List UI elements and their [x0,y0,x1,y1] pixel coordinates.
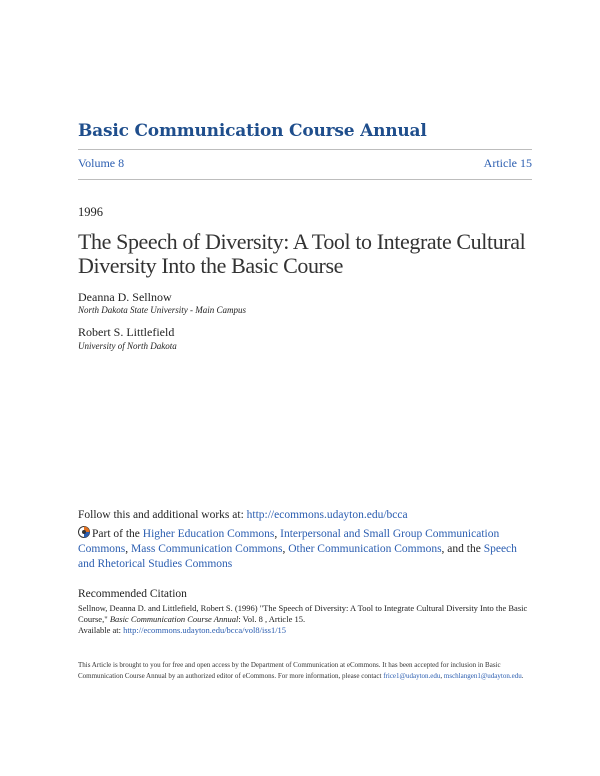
journal-title[interactable]: Basic Communication Course Annual [78,121,427,141]
contact-email-link[interactable]: frice1@udayton.edu [383,672,441,680]
separator: , [125,543,132,555]
commons-link-other-communication[interactable]: Other Communication Commons [288,543,442,555]
network-icon [78,526,90,538]
citation-text [78,603,528,636]
part-of-commons [78,526,518,572]
collection-link[interactable]: http://ecommons.udayton.edu/bcca [246,509,408,521]
paper-title: The Speech of Diversity: A Tool to Integrate Cultural Diversity Into the Basic Course [78,229,526,278]
partof-prefix: Part of the [92,528,143,540]
author-affiliation: North Dakota State University - Main Campus [78,305,246,315]
follow-line [78,509,408,521]
footer-text: This Article is brought to you for free and open access by the Department of Communication at eCommons. It has been accepted for inclusion in Basic Communication Course Annual by an authorized editor of eCommons. For more information, please contact [78,661,501,680]
header-rule-top [78,149,532,150]
citation-journal: Basic Communication Course Annual [109,614,239,624]
contact-email-link[interactable]: mschlangen1@udayton.edu [443,672,522,680]
author-name: Deanna D. Sellnow [78,290,172,304]
citation-url-link[interactable]: http://ecommons.udayton.edu/bcca/vol8/iss1/15 [123,625,287,635]
recommended-citation-heading: Recommended Citation [78,588,187,600]
separator: , [440,672,444,680]
separator: , [274,528,281,540]
citation-line: Sellnow, Deanna D. and Littlefield, Robert S. (1996) "The Speech of Diversity: A Tool to Integrate Cultural Diversity Into the Basic Course," [78,603,528,624]
separator: , [282,543,289,555]
commons-link-speech-rhetorical[interactable]: Speech and Rhetorical Studies Commons [78,543,517,570]
author-name: Robert S. Littlefield [78,325,175,339]
volume-link[interactable]: Volume 8 [78,156,125,170]
separator: , and the [441,543,484,555]
article-link[interactable]: Article 15 [483,156,532,170]
footer-notice [78,660,528,682]
author-affiliation: University of North Dakota [78,341,177,351]
footer-end: . [521,672,524,680]
commons-link-interpersonal[interactable]: Interpersonal and Small Group Communication Commons [78,528,500,555]
commons-link-mass-communication[interactable]: Mass Communication Commons [131,543,283,555]
citation-volume: : Vol. 8 , Article 15. [238,614,306,624]
available-prefix: Available at: [78,625,124,635]
commons-link-higher-education[interactable]: Higher Education Commons [142,528,275,540]
header-rule-bottom [78,179,532,180]
publication-year: 1996 [78,205,103,219]
follow-prefix: Follow this and additional works at: [78,509,247,521]
